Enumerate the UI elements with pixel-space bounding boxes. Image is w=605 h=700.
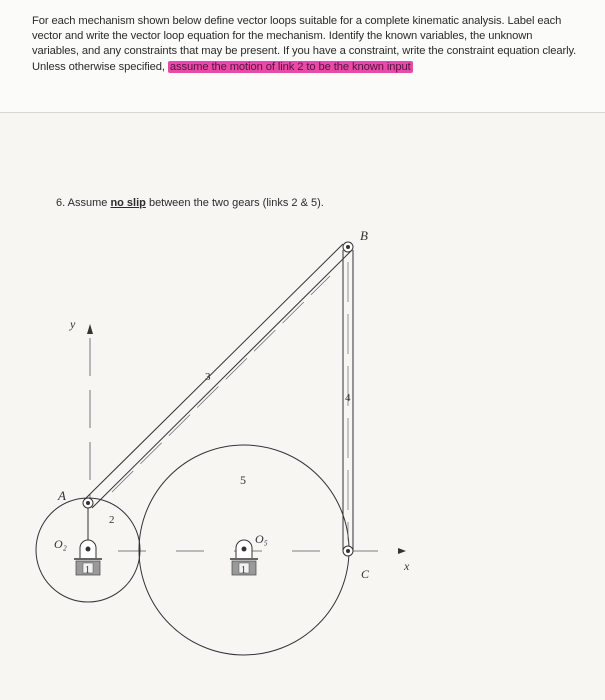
- joint-b: [343, 242, 353, 252]
- link-3: [84, 244, 351, 508]
- instructions-highlight: assume the motion of link 2 to be the known input: [169, 60, 411, 73]
- label-y: y: [70, 317, 76, 331]
- label-o2: O₂: [54, 537, 67, 551]
- problem-post: between the two gears (links 2 & 5).: [145, 197, 324, 209]
- problem-number: 6.: [56, 197, 66, 209]
- joint-a: [83, 498, 93, 508]
- label-link-5: 5: [240, 473, 246, 487]
- y-axis-arrow: [87, 324, 93, 334]
- label-c: C: [361, 567, 370, 581]
- label-b: B: [360, 228, 368, 243]
- problem-pre: Assume: [67, 197, 111, 209]
- instructions-main: For each mechanism shown below define vector loops suitable for a complete kinematic analysis. Label each vector and write the vector loop equation for the mechanism. Identify the known variables, the unknown variables, and any constraints that may be present. If you have a constraint, write the constraint equation clearly. Unless otherwise specified,: [32, 15, 577, 73]
- label-ground-1a: 1: [85, 565, 90, 576]
- x-axis-arrow: [398, 548, 406, 554]
- label-link-2: 2: [109, 514, 115, 526]
- label-link-3: 3: [205, 371, 211, 383]
- joint-c: [343, 546, 353, 556]
- label-ground-1b: 1: [241, 565, 246, 576]
- label-o5: O₅: [255, 532, 268, 546]
- label-a: A: [58, 488, 66, 503]
- label-link-4: 4: [345, 392, 351, 404]
- label-x: x: [404, 559, 410, 573]
- no-slip-emphasis: no slip: [110, 197, 146, 209]
